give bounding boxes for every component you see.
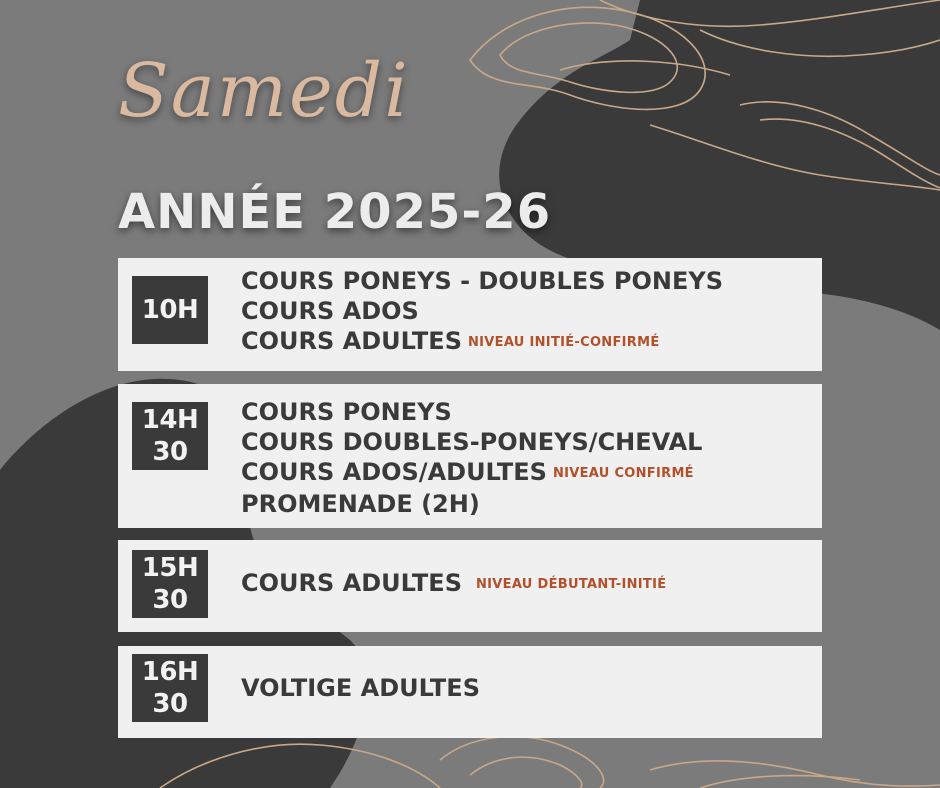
- level-note: NIVEAU CONFIRMÉ: [552, 466, 694, 481]
- course-line: [241, 457, 702, 489]
- course-line: [241, 326, 723, 358]
- course-label: COURS PONEYS: [241, 398, 452, 426]
- session-card: [118, 646, 822, 738]
- course-list: [241, 266, 723, 358]
- time-line: 30: [152, 585, 188, 615]
- time-line: 14H: [141, 405, 199, 435]
- time-badge: [132, 402, 208, 470]
- course-label: COURS DOUBLES-PONEYS/CHEVAL: [241, 428, 703, 456]
- course-label: COURS ADOS: [241, 297, 419, 325]
- time-badge: [132, 276, 208, 344]
- course-line: [241, 397, 702, 427]
- course-list: [241, 397, 702, 519]
- course-label: COURS PONEYS - DOUBLES PONEYS: [241, 267, 724, 295]
- course-label: VOLTIGE ADULTES: [241, 674, 480, 702]
- time-line: 30: [152, 437, 188, 467]
- level-note: NIVEAU DÉBUTANT-INITIÉ: [475, 577, 667, 592]
- session-card: [118, 258, 822, 371]
- course-label: COURS ADULTES: [241, 327, 462, 355]
- course-line: [241, 296, 723, 326]
- course-line: [241, 489, 702, 519]
- time-line: 30: [152, 689, 188, 719]
- course-line: [241, 568, 666, 600]
- time-line: 15H: [141, 553, 199, 583]
- course-label: COURS ADOS/ADULTES: [241, 458, 547, 486]
- session-card: [118, 384, 822, 528]
- session-card: [118, 540, 822, 632]
- course-line: [241, 427, 702, 457]
- course-list: [241, 568, 666, 600]
- course-list: [241, 673, 480, 703]
- year-title: ANNÉE 2025-26: [118, 184, 552, 240]
- time-badge: [132, 654, 208, 722]
- course-line: [241, 673, 480, 703]
- time-line: 16H: [141, 657, 199, 687]
- course-line: [241, 266, 723, 296]
- time-badge: [132, 550, 208, 618]
- course-label: COURS ADULTES: [241, 569, 462, 597]
- course-label: PROMENADE (2H): [241, 490, 480, 518]
- day-title: Samedi: [118, 48, 410, 134]
- level-note: NIVEAU INITIÉ-CONFIRMÉ: [467, 335, 660, 350]
- time-line: 10H: [141, 295, 199, 325]
